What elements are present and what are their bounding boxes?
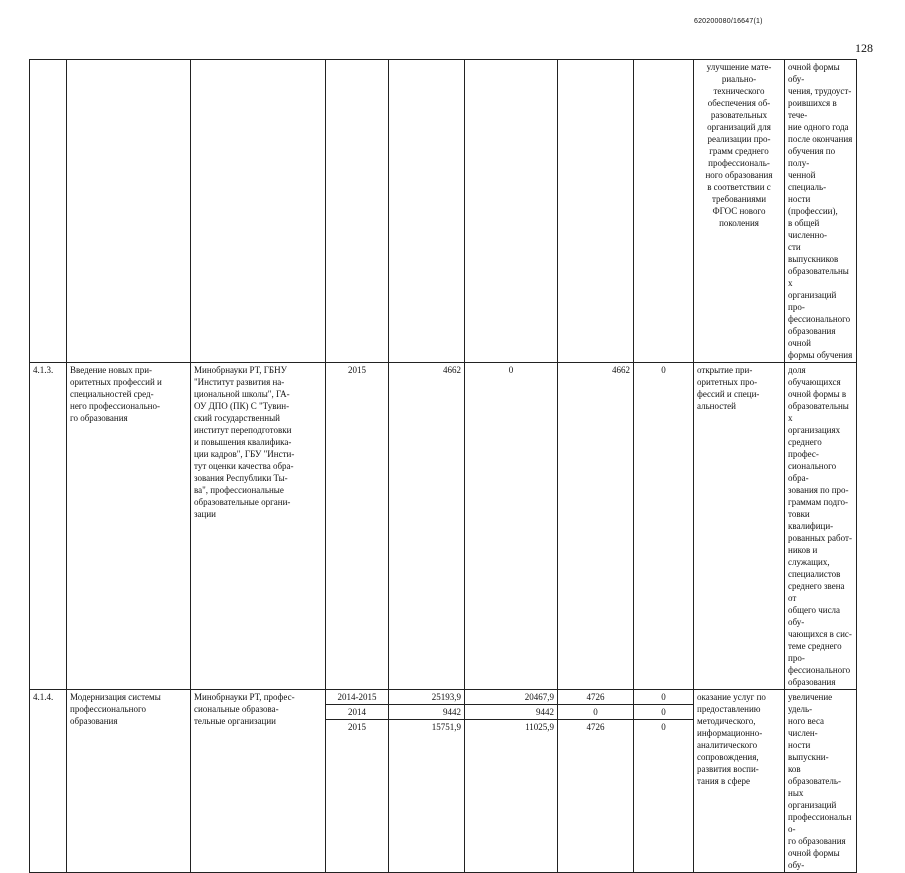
expected-result: оказание услуг по предоставлению методического, информационно- аналитического сопровождения, развития воспи- тания в сфере	[694, 690, 785, 873]
funding-other	[634, 690, 694, 873]
table-row	[30, 690, 857, 873]
amount-cell: 0	[558, 705, 633, 720]
page-number: 128	[855, 41, 873, 55]
amount-cell: 0	[661, 722, 666, 732]
expected-result: открытие при- оритетных про- фессий и специ- альностей	[694, 363, 785, 690]
activity-name: Модернизация системы профессионального образования	[67, 690, 191, 873]
program-activities-table	[29, 59, 857, 873]
document-id: 620200080/16647(1)	[694, 18, 763, 25]
amount-cell: 4726	[586, 722, 605, 732]
funding-republic	[558, 60, 634, 363]
amount-cell: 4726	[558, 690, 633, 705]
activity-years	[326, 60, 389, 363]
target-indicator: доля обучающихся очной формы в образовательных организациях среднего профес- сионального обра- зования по про- граммам подго- товки квалифици- рованных работ- ников и служащих, специалистов среднего звена от общего числа обу- чающихся в сис- теме среднего про- фессионального образования	[785, 363, 857, 690]
table-row	[30, 363, 857, 690]
amount-cell: 0	[634, 690, 693, 705]
target-indicator: очной формы обу- чения, трудоуст- роившихся в тече- ние одного года после окончания обучения по полу- ченной специаль- ности (профессии), в общей численно- сти выпускников образовательных организаций про- фессионального образования очной формы обучения	[785, 60, 857, 363]
year-cell: 2014-2015	[326, 690, 388, 705]
funding-federal	[465, 60, 558, 363]
amount-cell: 9442	[465, 705, 557, 720]
activity-number: 4.1.3.	[30, 363, 67, 690]
expected-result: улучшение мате- риально- технического обеспечения об- разовательных организаций для реализации про- грамм среднего профессиональ- ного образования в соответствии с требованиями ФГОС нового поколения	[694, 60, 785, 363]
funding-other	[634, 60, 694, 363]
funding-federal: 0	[465, 363, 558, 690]
activity-number	[30, 60, 67, 363]
activity-number: 4.1.4.	[30, 690, 67, 873]
table-row	[30, 60, 857, 363]
activity-name: Введение новых при- оритетных профессий и специальностей сред- него профессионально- го образования	[67, 363, 191, 690]
funding-republic	[558, 690, 634, 873]
activity-executor: Минобрнауки РТ, профес- сиональные образова- тельные организации	[191, 690, 326, 873]
activity-name	[67, 60, 191, 363]
amount-cell: 11025,9	[525, 722, 554, 732]
activity-years	[326, 690, 389, 873]
funding-total	[389, 60, 465, 363]
funding-other: 0	[634, 363, 694, 690]
amount-cell: 25193,9	[389, 690, 464, 705]
amount-cell: 20467,9	[465, 690, 557, 705]
funding-total	[389, 690, 465, 873]
amount-cell: 9442	[389, 705, 464, 720]
activity-executor: Минобрнауки РТ, ГБНУ "Институт развития на- циональной школы", ГА- ОУ ДПО (ПК) С "Тувин- ский государственный институт переподготовки и повышения квалифика- ции кадров", ГБУ "Инсти- тут оценки качества обра- зования Республики Ты- ва", профессиональные образовательные органи- зации	[191, 363, 326, 690]
year-cell: 2014	[326, 705, 388, 720]
amount-cell: 0	[634, 705, 693, 720]
funding-total: 4662	[389, 363, 465, 690]
target-indicator: увеличение удель- ного веса числен- ности выпускни- ков образователь- ных организаций профессионально- го образования очной формы обу-	[785, 690, 857, 873]
activity-executor	[191, 60, 326, 363]
year-cell: 2015	[348, 722, 366, 732]
activity-year: 2015	[326, 363, 389, 690]
funding-republic: 4662	[558, 363, 634, 690]
funding-federal	[465, 690, 558, 873]
amount-cell: 15751,9	[431, 722, 461, 732]
